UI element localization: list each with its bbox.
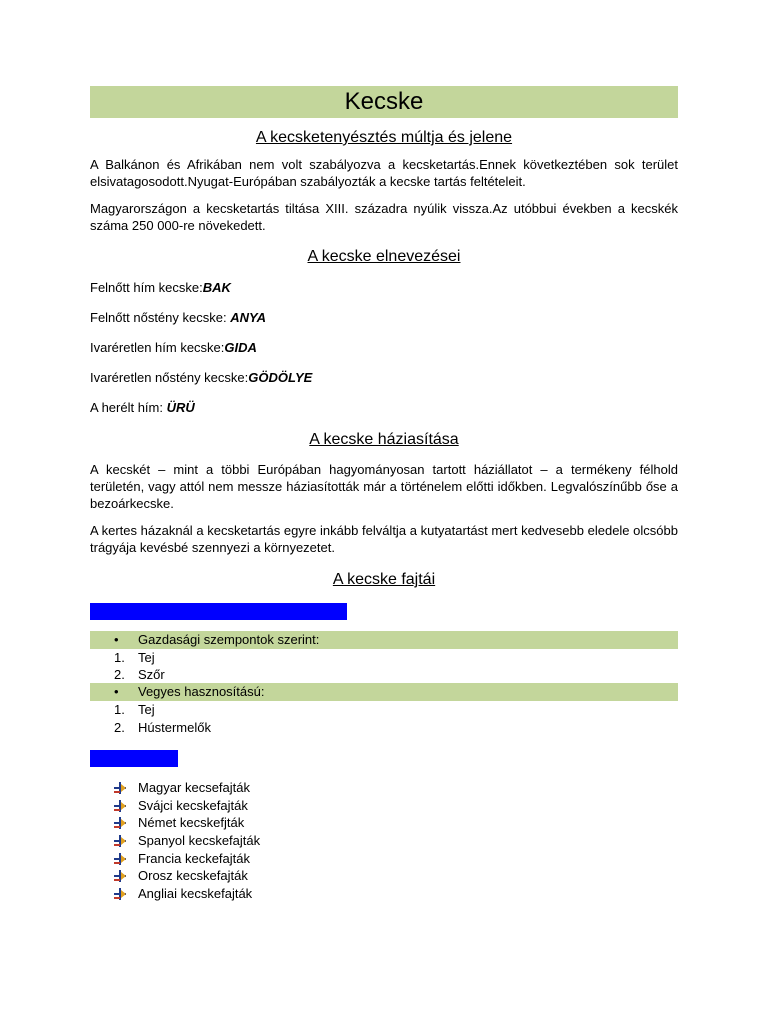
arrow-cross-icon	[114, 835, 126, 847]
list-item: Spanyol kecskefajták	[90, 832, 678, 850]
blue-highlight-bar	[90, 603, 347, 620]
definition-value: GIDA	[224, 340, 257, 355]
definition-item: A herélt hím: ÜRÜ	[90, 400, 195, 415]
arrow-cross-icon	[114, 782, 126, 794]
document-title: Kecske	[90, 86, 678, 118]
definition-item: Felnőtt nőstény kecske: ANYA	[90, 310, 267, 325]
breed-list	[90, 779, 678, 903]
list-item: 2. Szőr	[114, 667, 165, 682]
section-heading-history: A kecsketenyésztés múltja és jelene	[255, 129, 513, 146]
blue-highlight-bar	[90, 750, 178, 767]
history-paragraph-2: Magyarországon a kecsketartás tiltása XIII. századra nyúlik vissza.Az utóbbui években a kecskék száma 250 000-re növekedett.	[90, 201, 678, 233]
list-item: Magyar kecsefajták	[90, 779, 678, 797]
list-item: 1. Tej	[114, 702, 155, 717]
group-header: • Gazdasági szempontok szerint:	[90, 631, 678, 649]
section-heading-breeds: A kecske fajtái	[332, 571, 436, 588]
list-item: Orosz kecskefajták	[90, 867, 678, 885]
group-list	[90, 631, 678, 737]
arrow-cross-icon	[114, 853, 126, 865]
list-item: 2. Hústermelők	[114, 720, 211, 735]
highlight-line-2	[90, 750, 678, 767]
bullet-dot-icon: •	[114, 684, 119, 699]
list-item: 1. Tej	[114, 650, 155, 665]
list-item: Angliai kecskefajták	[90, 885, 678, 903]
definition-value: GÖDÖLYE	[248, 370, 313, 385]
section-heading-names: A kecske elnevezései	[307, 248, 461, 265]
definition-value: BAK	[202, 280, 231, 295]
definition-item: Felnőtt hím kecske:BAK	[90, 280, 231, 295]
definition-value: ANYA	[230, 310, 267, 325]
definition-list	[90, 279, 678, 416]
document-page	[90, 86, 678, 903]
definition-value: ÜRÜ	[166, 400, 195, 415]
domestication-paragraph-1: A kecskét – mint a többi Európában hagyományosan tartott háziállatot – a termékeny félhold területén, vagy attól nem messze háziasították már a történelem előtti időkben. Legvalószínűbb őse a bezoárkecske.	[90, 462, 678, 511]
section-heading-domestication: A kecske háziasítása	[309, 431, 459, 448]
arrow-cross-icon	[114, 888, 126, 900]
domestication-paragraph-2: A kertes házaknál a kecsketartás egyre inkább felváltja a kutyatartást mert kedvesebb eledele olcsóbb trágyája kevésbé szennyezi a környezetet.	[90, 523, 678, 555]
list-item: Német kecskefjták	[90, 814, 678, 832]
definition-item: Ivaréretlen nőstény kecske:GÖDÖLYE	[90, 370, 313, 385]
arrow-cross-icon	[114, 817, 126, 829]
bullet-dot-icon: •	[114, 632, 119, 647]
group-header: • Vegyes hasznosítású:	[90, 683, 678, 701]
list-item: Francia keckefajták	[90, 850, 678, 868]
definition-item: Ivaréretlen hím kecske:GIDA	[90, 340, 257, 355]
highlight-line-1	[90, 603, 678, 620]
arrow-cross-icon	[114, 800, 126, 812]
history-paragraph-1: A Balkánon és Afrikában nem volt szabályozva a kecsketartás.Ennek következtében sok terület elsivatagosodott.Nyugat-Európában szabályozták a kecske tartás feltételeit.	[90, 157, 678, 189]
list-item: Svájci kecskefajták	[90, 797, 678, 815]
arrow-cross-icon	[114, 870, 126, 882]
